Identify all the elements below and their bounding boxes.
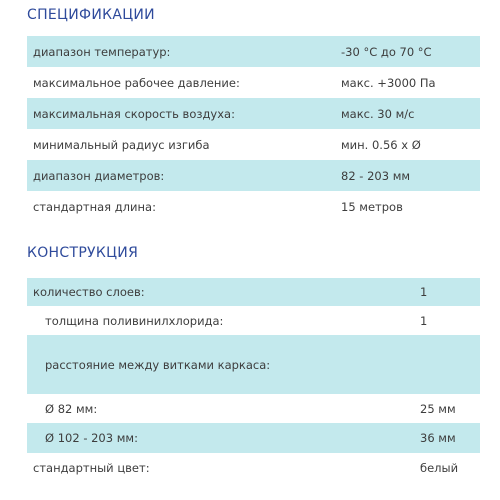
spec-label: максимальное рабочее давление: <box>33 75 240 90</box>
table-row <box>27 36 480 67</box>
table-row <box>27 278 480 306</box>
spec-label: диапазон диаметров: <box>33 168 165 183</box>
spec-value: -30 °C до 70 °C <box>341 44 432 59</box>
construction-table <box>27 278 480 482</box>
spec-label: диапазон температур: <box>33 44 171 59</box>
table-row <box>27 160 480 191</box>
spec-value: макс. +3000 Па <box>341 75 436 90</box>
spec-label: минимальный радиус изгиба <box>33 137 210 152</box>
table-row <box>27 191 480 222</box>
construction-value: 25 мм <box>420 401 456 416</box>
spec-value: 15 метров <box>341 199 403 214</box>
construction-label: толщина поливинилхлорида: <box>45 313 224 328</box>
spec-value: макс. 30 м/с <box>341 106 415 121</box>
table-row <box>27 306 480 335</box>
table-row <box>27 453 480 482</box>
table-row <box>27 394 480 423</box>
table-row <box>27 67 480 98</box>
construction-label: расстояние между витками каркаса: <box>45 357 271 372</box>
construction-label: количество слоев: <box>33 285 145 299</box>
construction-value: 1 <box>420 285 428 299</box>
construction-label: стандартный цвет: <box>33 460 150 475</box>
spec-label: стандартная длина: <box>33 199 156 214</box>
construction-heading: КОНСТРУКЦИЯ <box>27 245 139 261</box>
construction-value: 1 <box>420 313 428 328</box>
spec-value: мин. 0.56 x Ø <box>341 137 421 152</box>
construction-value: белый <box>420 460 459 475</box>
construction-label: Ø 82 мм: <box>45 401 98 416</box>
table-row <box>27 423 480 453</box>
table-row <box>27 98 480 129</box>
table-row <box>27 335 480 394</box>
construction-value: 36 мм <box>420 431 456 445</box>
specifications-table <box>27 36 480 222</box>
spec-label: максимальная скорость воздуха: <box>33 106 235 121</box>
table-row <box>27 129 480 160</box>
spec-value: 82 - 203 мм <box>341 168 411 183</box>
construction-label: Ø 102 - 203 мм: <box>45 431 138 445</box>
specifications-heading: СПЕЦИФИКАЦИИ <box>27 7 155 23</box>
